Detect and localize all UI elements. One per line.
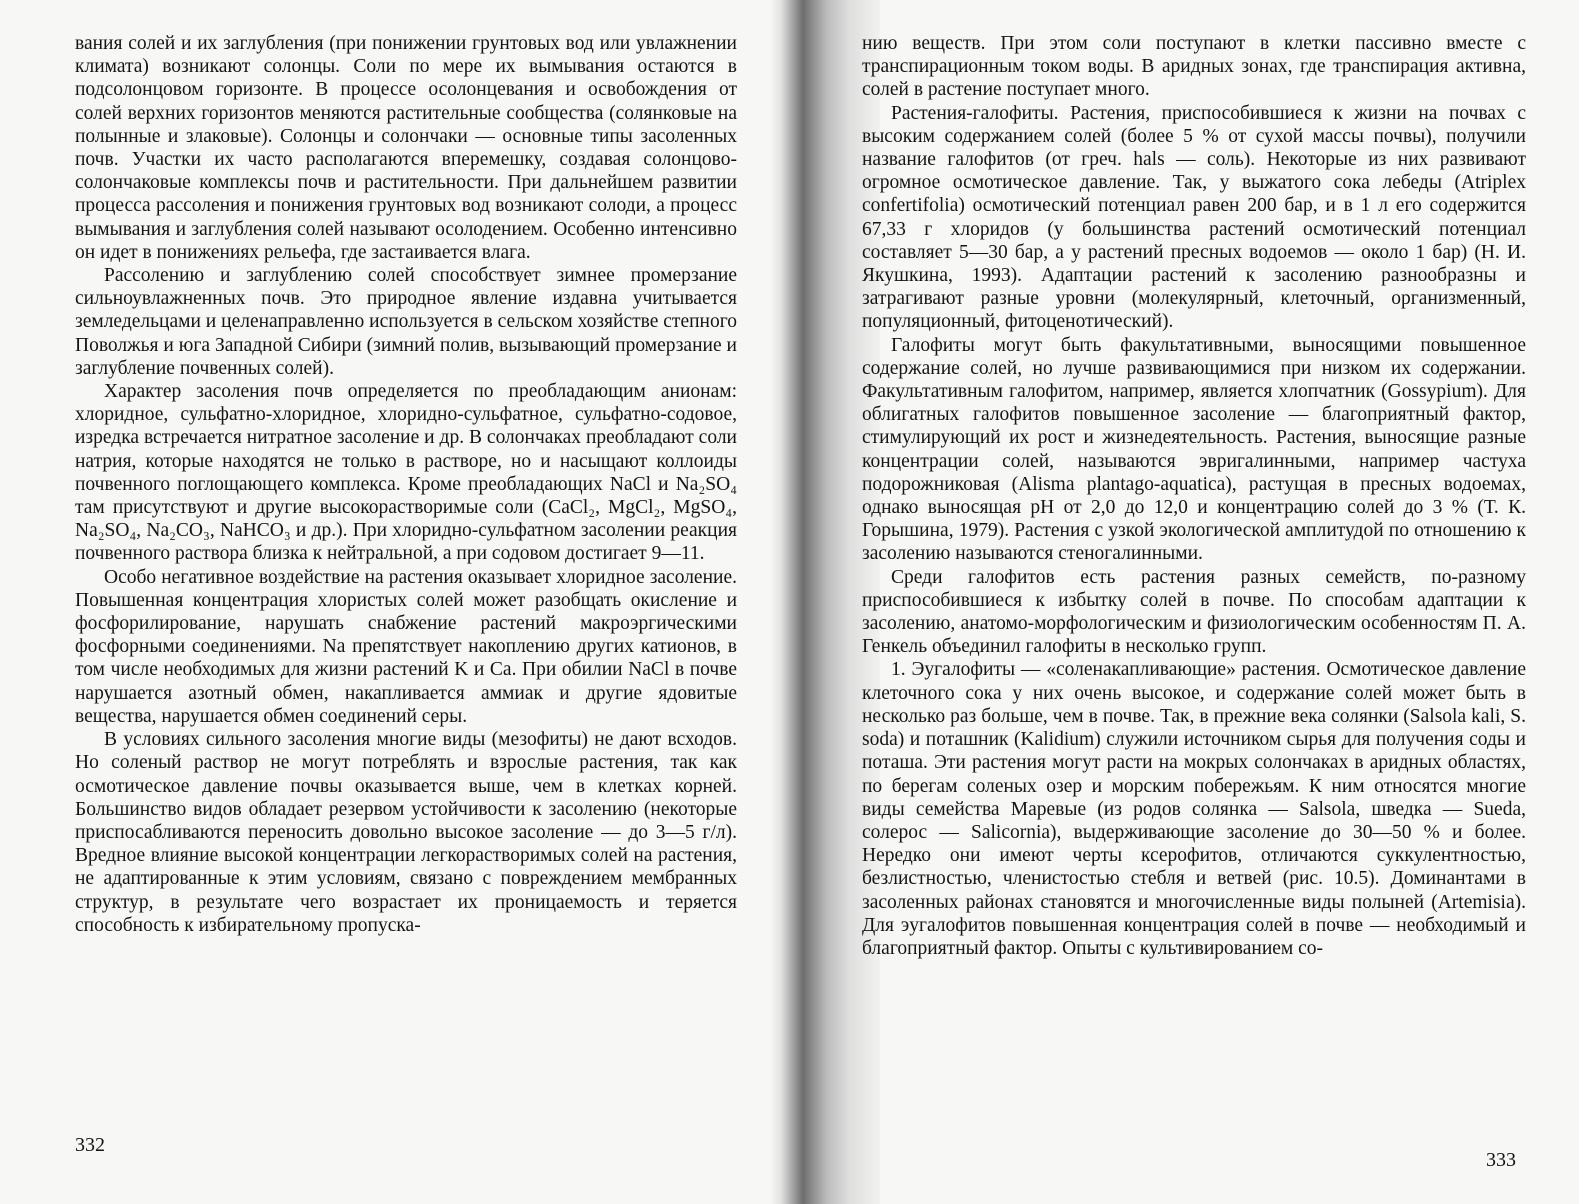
right-page xyxy=(862,32,1526,960)
right-paragraph-5: 1. Эугалофиты — «соленакапливающие» растения. Осмотическое давление клеточного сока у них очень высокое, и содержание солей может быть в несколько раз больше, чем в почве. Так, в прежние века солянки (Salsola kali, S. soda) и поташник (Kalidium) служили источником сырья для получения соды и поташа. Эти растения могут расти на мокрых солончаках в аридных областях, по берегам соленых озер и морским побережьям. К ним относятся многие виды семейства Маревые (из родов солянка — Salsola, шведка — Sueda, солерос — Salicornia), выдерживающие засоление до 30—50 % и более. Нередко они имеют черты ксерофитов, отличаются суккулентностью, безлистностью, членистостью стебля и ветвей (рис. 10.5). Доминантами в засоленных районах становятся и многочисленные виды полыней (Artemisia). Для эугалофитов повышенная концентрация солей в почве — необходимый и благоприятный фактор. Опыты с культивированием со- xyxy=(862,659,1526,959)
right-paragraph-2: Растения-галофиты. Растения, приспособившиеся к жизни на почвах с высоким содержанием солей (более 5 % от сухой массы почвы), получили название галофитов (от греч. hals — соль). Некоторые из них развивают огромное осмотическое давление. Так, у выжатого сока лебеды (Atriplex confertifolia) осмотический потенциал равен 200 бар, и в 1 л его содержится 67,33 г хлоридов (у большинства растений осмотический потенциал составляет 5—30 бар, а у растений пресных водоемов — около 1 бар) (Н. И. Якушкина, 1993). Адаптации растений к засолению разнообразны и затрагивают разные уровни (молекулярный, клеточный, организменный, популяционный, фитоценотический). xyxy=(862,102,1526,333)
left-paragraph-3: Характер засоления почв определяется по преобладающим анионам: хлоридное, сульфатно-хлоридное, хлоридно-сульфатное, сульфатно-содовое, изредка встречается нитратное засоление и др. В солончаках преобладают соли натрия, которые находятся не только в растворе, но и насыщают коллоиды почвенного поглощающего комплекса. Кроме преобладающих NaCl и Na₂SO₄ там присутствуют и другие высокорастворимые соли (CaCl₂, MgCl₂, MgSO₄, Na₂SO₄, Na₂CO₃, NaHCO₃ и др.). При хлоридно-сульфатном засолении реакция почвенного раствора близка к нейтральной, а при содовом достигает 9—11. xyxy=(75,381,737,565)
left-page xyxy=(75,32,737,937)
left-paragraph-5: В условиях сильного засоления многие виды (мезофиты) не дают всходов. Но соленый раствор не могут потреблять и взрослые растения, так как осмотическое давление почвы оказывается выше, чем в клетках корней. Большинство видов обладает резервом устойчивости к засолению (некоторые приспосабливаются переносить довольно высокое засоление — до 3—5 г/л). Вредное влияние высокой концентрации легкорастворимых солей на растения, не адаптированные к этим условиям, связано с повреждением мембранных структур, в результате чего возрастает их проницаемость и теряется способность к избирательному пропуска- xyxy=(75,729,737,936)
right-paragraph-1: нию веществ. При этом соли поступают в клетки пассивно вместе с транспирационным током воды. В аридных зонах, где транспирация активна, солей в растение поступает много. xyxy=(862,33,1526,101)
right-paragraph-4: Среди галофитов есть растения разных семейств, по-разному приспособившиеся к избытку солей в почве. По способам адаптации к засолению, анатомо-морфологическим и физиологическим особенностям П. А. Генкель объединил галофиты в несколько групп. xyxy=(862,566,1526,658)
left-paragraph-2: Рассолению и заглублению солей способствует зимнее промерзание сильноувлажненных почв. Это природное явление издавна учитывается земледельцами и целенаправленно используется в сельском хозяйстве степного Поволжья и юга Западной Сибири (зимний полив, вызывающий промерзание и заглубление почвенных солей). xyxy=(75,265,737,379)
left-page-number: 332 xyxy=(75,1134,105,1156)
left-paragraph-1: вания солей и их заглубления (при понижении грунтовых вод или увлажнении климата) возникают солонцы. Соли по мере их вымывания остаются в подсолонцовом горизонте. В процессе осолонцевания и освобождения от солей верхних горизонтов меняются растительные сообщества (солянковые на полынные и злаковые). Солонцы и солончаки — основные типы засоленных почв. Участки их часто располагаются вперемешку, создавая солонцово-солончаковые комплексы почв и растительности. При дальнейшем развитии процесса рассоления и понижения грунтовых вод возникают солоди, а процесс вымывания и заглубления солей называют осолодением. Особенно интенсивно он идет в понижениях рельефа, где застаивается влага. xyxy=(75,33,737,263)
right-page-number: 333 xyxy=(1486,1149,1516,1171)
right-paragraph-3: Галофиты могут быть факультативными, выносящими повышенное содержание солей, но лучше развивающимися при низком их содержании. Факультативным галофитом, например, является хлопчатник (Gossypium). Для облигатных галофитов повышенное засоление — благоприятный фактор, стимулирующий их рост и жизнедеятельность. Растения, выносящие разные концентрации солей, называются эвригалинными, например частуха подорожниковая (Alisma plantago-aquatica), растущая в пресных водоемах, однако выносящая pH от 2,0 до 12,0 и концентрацию солей до 3 % (Т. К. Горышина, 1979). Растения с узкой экологической амплитудой по отношению к засолению называются стеногалинными. xyxy=(862,334,1526,565)
left-paragraph-4: Особо негативное воздействие на растения оказывает хлоридное засоление. Повышенная концентрация хлористых солей может разобщать окисление и фосфорилирование, нарушать снабжение растений макроэргическими фосфорными соединениями. Na препятствует накоплению других катионов, в том числе необходимых для жизни растений K и Ca. При обилии NaCl в почве нарушается азотный обмен, накапливается аммиак и другие ядовитые вещества, нарушается обмен соединений серы. xyxy=(75,566,737,727)
